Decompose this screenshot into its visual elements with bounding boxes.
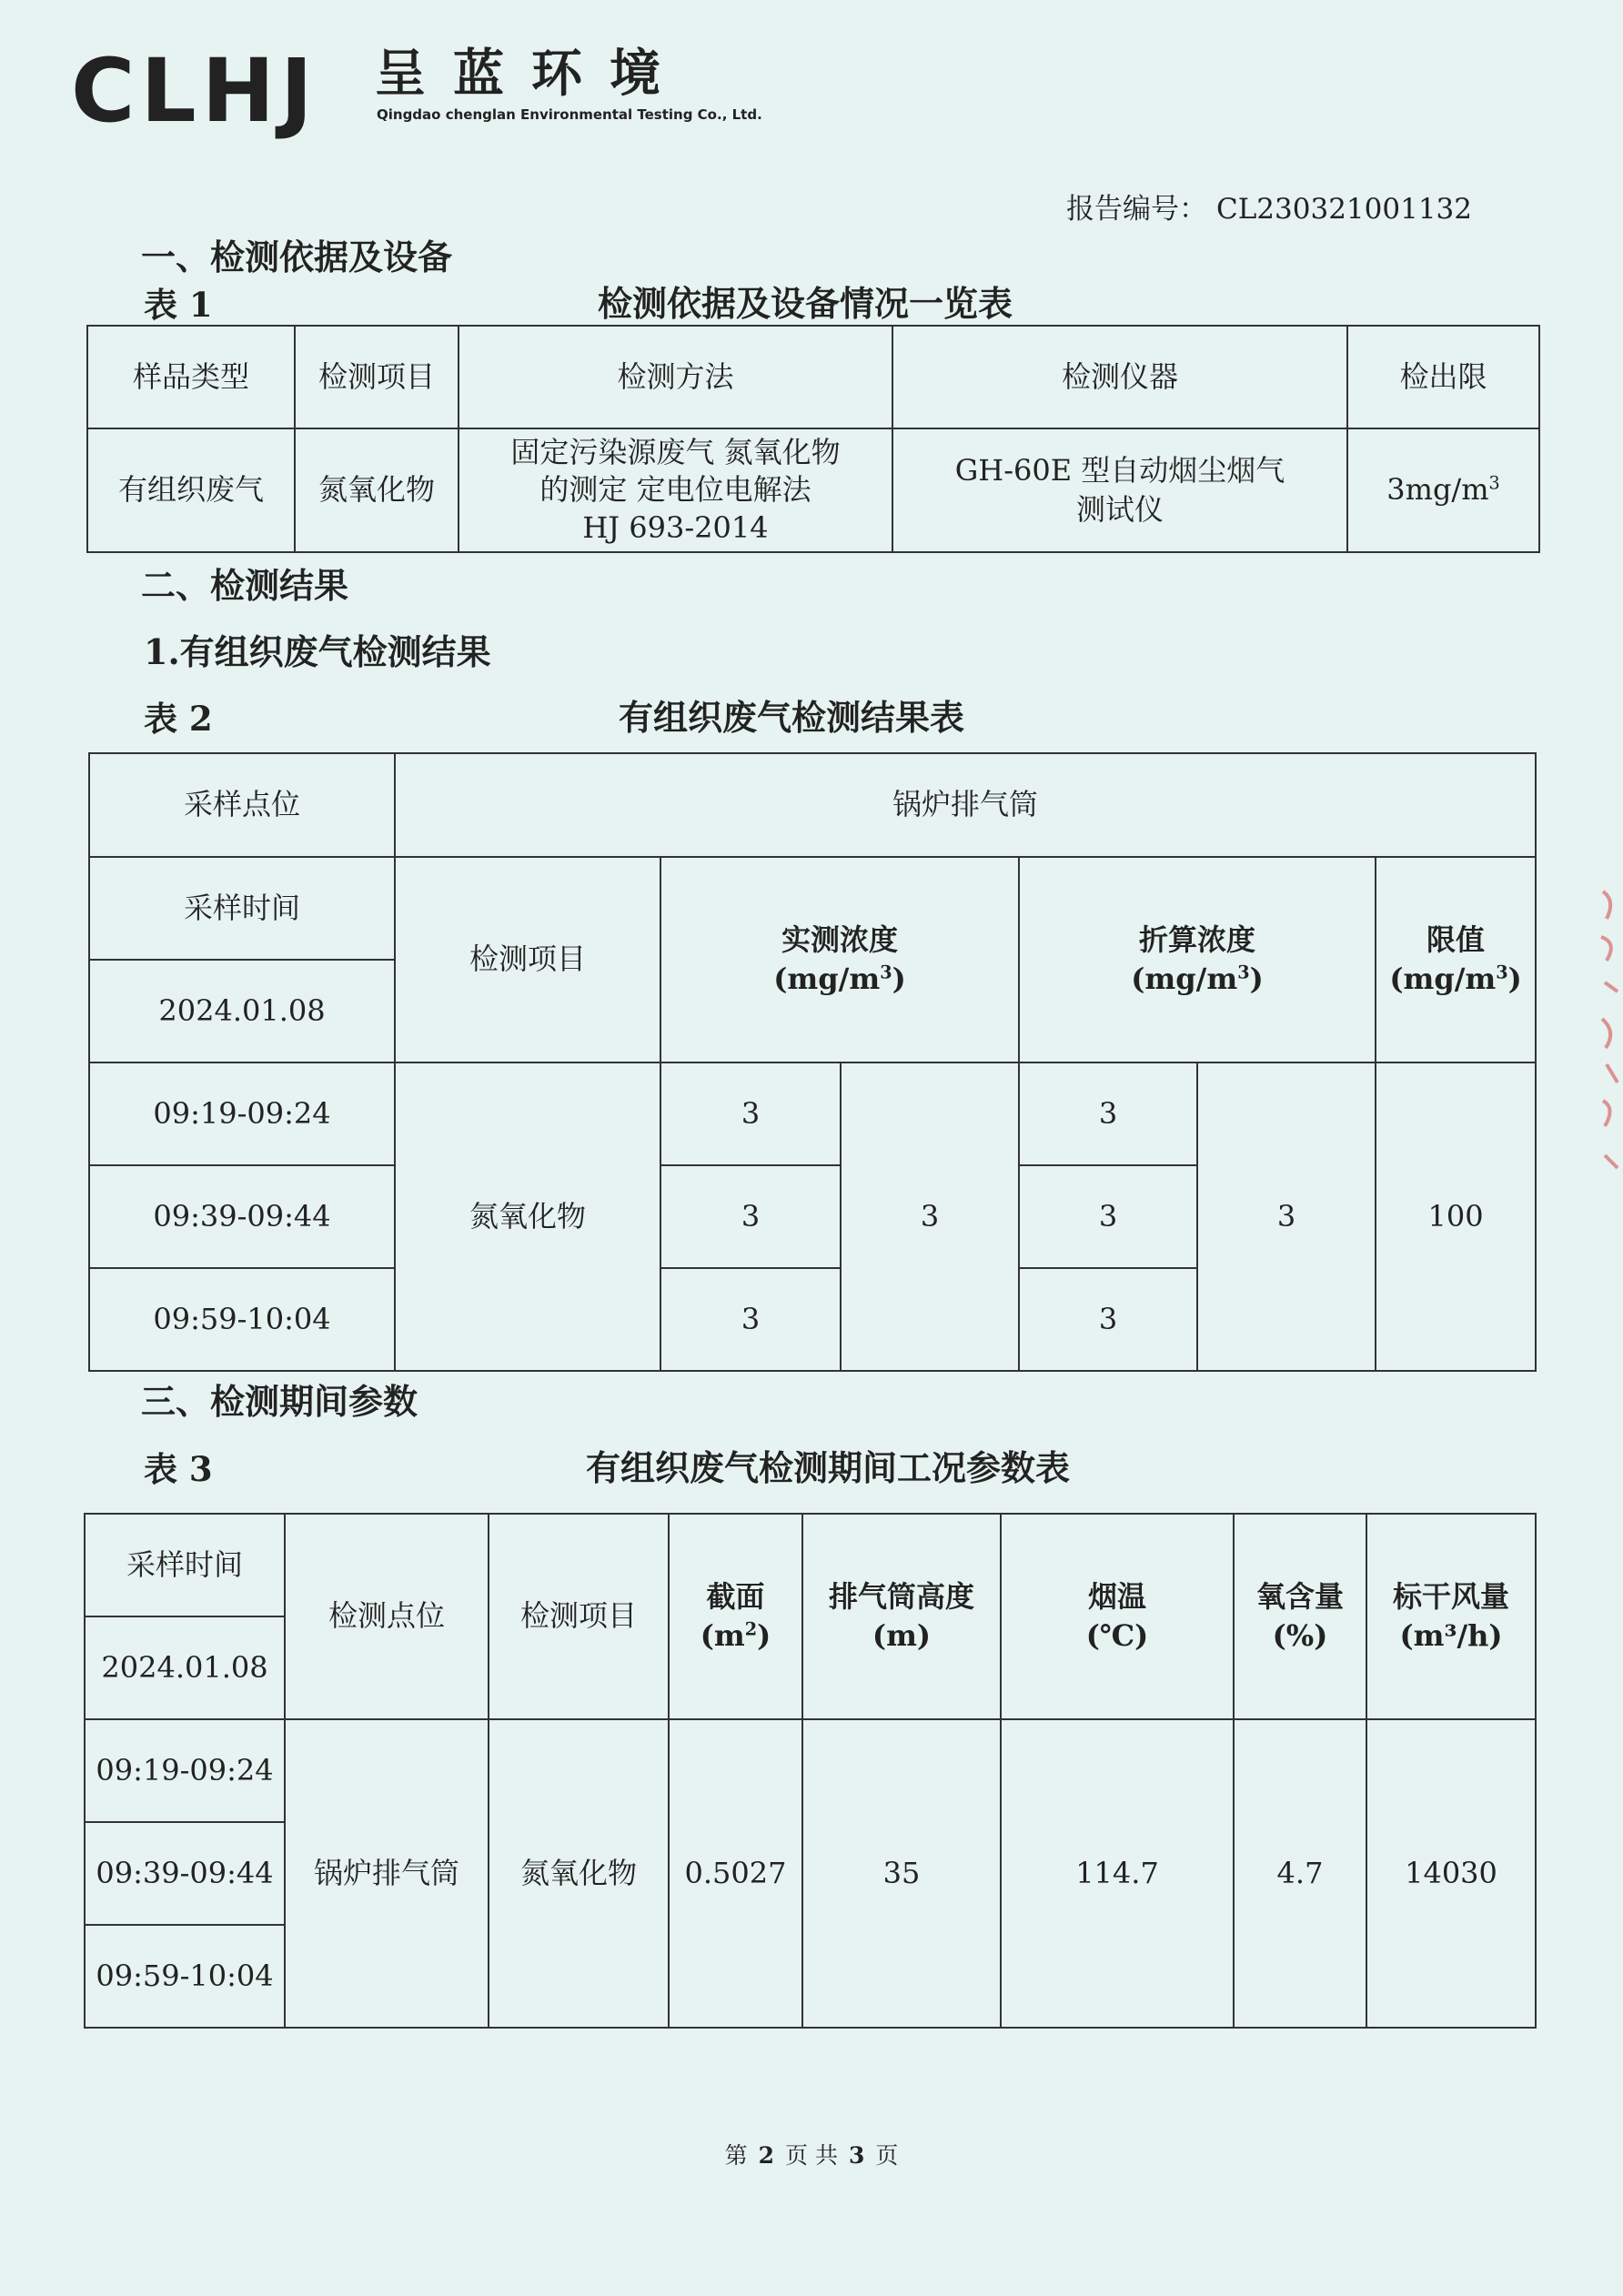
table2-measured-1: 3 [660,1062,841,1165]
report-number [1066,186,1472,227]
table1-title: 检测依据及设备情况一览表 [597,283,1013,324]
section2-heading: 二、检测结果 [141,565,349,606]
page-number: 2 [758,2142,775,2169]
table3-sampling-time-label: 采样时间 [85,1514,285,1616]
table3-oxygen-header [1234,1514,1366,1719]
table3-flow-label: 标干风量 [1392,1578,1509,1614]
table2-converted-unit: $(mg/m^3)$ [1131,962,1264,996]
table3-time-2: 09:39-09:44 [85,1822,285,1925]
table1-method-line2: 的测定 定电位电解法 [539,472,812,508]
page-suffix: 页 [875,2142,899,2169]
table2-converted-avg: 3 [1197,1062,1376,1371]
table3-number: 表 3 [144,1449,213,1489]
report-number-value: CL230321001132 [1216,193,1472,226]
table2-item-label: 检测项目 [395,857,660,1062]
company-name-cn: 呈蓝环境 [375,45,688,104]
table2-date: 2024.01.08 [89,960,395,1062]
table2-converted-2: 3 [1019,1165,1197,1268]
table2-time-1: 09:19-09:24 [89,1062,395,1165]
table2-converted-3: 3 [1019,1268,1197,1371]
table2-time-2: 09:39-09:44 [89,1165,395,1268]
table3-height: 35 [802,1719,1001,2028]
table1-method-line3: HJ 693-2014 [582,509,769,545]
page-prefix: 第 [724,2142,748,2169]
table2-converted-label: 折算浓度 [1138,921,1255,957]
table2-measured-header [660,857,1019,1062]
table3-flow-header [1366,1514,1536,1719]
table3-time-1: 09:19-09:24 [85,1719,285,1822]
table2-converted-header [1019,857,1376,1062]
table2-converted-1: 3 [1019,1062,1197,1165]
table3-height-header [802,1514,1001,1719]
table1-instrument [892,428,1347,552]
page-footer [0,2138,1623,2170]
table3-section-header [669,1514,802,1719]
table2-measured-avg: 3 [841,1062,1019,1371]
table1-number: 表 1 [144,285,213,325]
table3-oxygen-unit: (%) [1272,1618,1328,1653]
table3-title: 有组织废气检测期间工况参数表 [585,1447,1070,1488]
table1-method [459,428,892,552]
table3-temp: 114.7 [1001,1719,1234,2028]
table1-sample-type: 有组织废气 [87,428,295,552]
seal-stamp-icon [1599,882,1623,1192]
table2-measured-unit: $(mg/m^3)$ [773,962,906,996]
page-total: 3 [848,2142,865,2169]
table3-flow: 14030 [1366,1719,1536,2028]
table3-temp-label: 烟温 [1087,1578,1146,1614]
table2-sampling-point-label: 采样点位 [89,753,395,857]
table1-item: 氮氧化物 [295,428,459,552]
table3-oxygen-label: 氧含量 [1255,1578,1344,1614]
table1-header-limit: 检出限 [1347,326,1539,428]
table1-instrument-line1: GH-60E 型自动烟尘烟气 [954,452,1285,488]
table2-measured-3: 3 [660,1268,841,1371]
table2-time-3: 09:59-10:04 [89,1268,395,1371]
table2-number: 表 2 [144,699,213,739]
table3-point-label: 检测点位 [285,1514,489,1719]
company-logo: CLHJ [71,40,318,142]
table3-date: 2024.01.08 [85,1616,285,1719]
section2-subheading: 1.有组织废气检测结果 [144,631,491,672]
table3-item-label: 检测项目 [489,1514,669,1719]
table3-section-label: 截面 [706,1578,765,1614]
table3-section-unit: $(m^2)$ [700,1618,771,1653]
page-mid: 页 共 [785,2142,838,2169]
table3-temp-unit: (℃) [1085,1618,1149,1653]
table3-section: 0.5027 [669,1719,802,2028]
table2-title: 有组织废气检测结果表 [618,697,964,738]
table2 [88,752,1537,1372]
section3-heading: 三、检测期间参数 [141,1381,418,1422]
table3 [84,1513,1537,2029]
table2-measured-label: 实测浓度 [781,921,898,957]
table3-oxygen: 4.7 [1234,1719,1366,2028]
table1 [86,325,1540,553]
table1-header-item: 检测项目 [295,326,459,428]
table1-instrument-line2: 测试仪 [1075,492,1164,527]
table2-sampling-time-label: 采样时间 [89,857,395,960]
table3-temp-header [1001,1514,1234,1719]
table1-method-line1: 固定污染源废气 氮氧化物 [510,434,841,469]
section1-heading: 一、检测依据及设备 [141,237,453,277]
table2-measured-2: 3 [660,1165,841,1268]
table1-header-method: 检测方法 [459,326,892,428]
table1-detection-limit: $3mg/m^3$ [1347,428,1539,552]
table1-header-sample-type: 样品类型 [87,326,295,428]
table2-limit-unit: $(mg/m^3)$ [1389,962,1522,996]
company-name-en: Qingdao chenglan Environmental Testing Co., Ltd. [377,106,762,123]
table2-limit-header [1376,857,1536,1062]
table3-height-unit: (m) [872,1618,932,1653]
table3-height-label: 排气筒高度 [828,1578,974,1614]
table2-limit-label: 限值 [1426,921,1486,957]
table3-point: 锅炉排气筒 [285,1719,489,2028]
table2-item: 氮氧化物 [395,1062,660,1371]
table3-flow-unit: (m³/h) [1399,1618,1503,1653]
table2-sampling-point: 锅炉排气筒 [395,753,1536,857]
seal-stamp-fragment [1599,882,1623,1192]
table3-item: 氮氧化物 [489,1719,669,2028]
report-number-label: 报告编号： [1066,193,1207,226]
table2-limit: 100 [1376,1062,1536,1371]
table1-header-instrument: 检测仪器 [892,326,1347,428]
table3-time-3: 09:59-10:04 [85,1925,285,2028]
